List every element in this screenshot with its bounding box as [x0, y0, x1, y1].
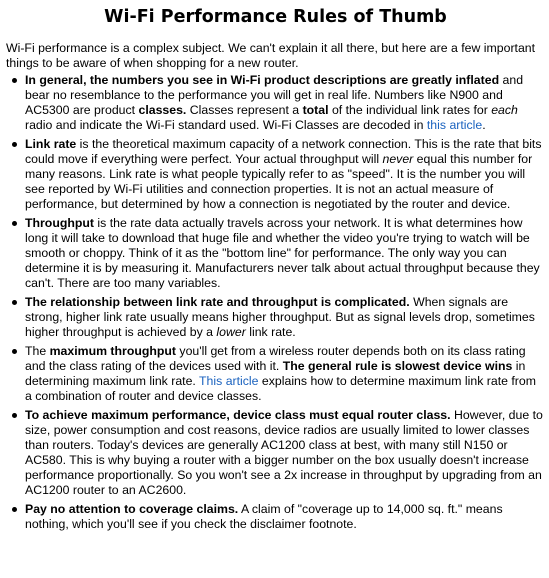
page-title: Wi-Fi Performance Rules of Thumb — [104, 7, 447, 27]
text-run: and bear no resemblance to the performance you will get in real life. Numbers like N900 and AC5300 are product — [25, 73, 524, 117]
text-run: of the individual link rates for — [328, 103, 492, 117]
text-run: equal this number for many reasons. Link rate is what people typically refer to as "speed". It is the number you will see reported by Wi-Fi utilities and connection properties. It is not an actual measure of performance, but determined by how a connection is negotiated by the router and device. — [25, 152, 533, 211]
text-run: . — [482, 118, 486, 132]
bold-text: maximum throughput — [49, 344, 176, 358]
italic-text: lower — [216, 325, 246, 339]
bold-text: Link rate — [25, 137, 77, 151]
intro-paragraph: Wi-Fi performance is a complex subject. We can't explain it all there, but here are a few important things to be aware of when shopping for a new router. — [6, 41, 536, 70]
text-run: radio and indicate the Wi-Fi standard used. Wi-Fi Classes are decoded in — [25, 118, 427, 132]
bold-text: The relationship between link rate and throughput is complicated. — [25, 295, 410, 309]
bold-text: Throughput — [25, 216, 94, 230]
rule-item — [25, 73, 545, 133]
text-run: When signals are strong, higher link rate usually means higher throughput. But as signal levels drop, sometimes higher throughput is achieved by a — [25, 295, 535, 339]
text-run: A claim of "coverage up to 14,000 sq. ft." means nothing, which you'll see if you check the disclaimer footnote. — [25, 502, 503, 531]
text-run: However, due to size, power consumption and cost reasons, device radios are usually limited to lower classes than routers. Today's devices are generally AC1200 class at best, with many still N150 or AC580. This is why buying a router with a bigger number on the box usually doesn't increase performance proportionally. So you won't see a 2x increase in throughput by upgrading from an AC1200 router to an AC2600. — [25, 408, 543, 497]
text-run: Classes represent a — [186, 103, 303, 117]
bold-text: The general rule is slowest device wins — [282, 359, 513, 373]
text-run: you'll get from a wireless router depends both on its class rating and the class rating of the devices used with it. — [25, 344, 526, 373]
article-link[interactable]: This article — [199, 374, 259, 388]
rules-list — [6, 73, 545, 532]
rule-item — [25, 137, 545, 212]
text-run: link rate. — [245, 325, 296, 339]
italic-text: each — [491, 103, 518, 117]
text-run: is the rate data actually travels across your network. It is what determines how long it will take to download that huge file and whether the video you're trying to watch will be smooth or choppy. Think of it as the "bottom line" for performance. The only way you can determine it is by measuring it. Manufacturers never talk about actual throughput because they can't. There are too many variables. — [25, 216, 540, 290]
bold-text: In general, the numbers you see in Wi-Fi product descriptions are greatly inflated — [25, 73, 500, 87]
bold-text: To achieve maximum performance, device class must equal router class. — [25, 408, 451, 422]
italic-text: never — [382, 152, 414, 166]
rule-item — [25, 295, 545, 340]
bold-text: Pay no attention to coverage claims. — [25, 502, 239, 516]
rule-item — [25, 344, 545, 404]
text-run: The — [25, 344, 50, 358]
text-run: explains how to determine maximum link rate from a combination of router and device classes. — [25, 374, 536, 403]
bold-text: classes. — [138, 103, 187, 117]
article-link[interactable]: this article — [426, 118, 483, 132]
bold-text: total — [302, 103, 329, 117]
rule-item — [25, 216, 545, 291]
text-run: in determining maximum link rate. — [25, 359, 526, 388]
text-run: is the theoretical maximum capacity of a network connection. This is the rate that bits could move if everything were perfect. Your actual throughput will — [25, 137, 542, 166]
rule-item — [25, 408, 545, 498]
rule-item — [25, 502, 545, 532]
